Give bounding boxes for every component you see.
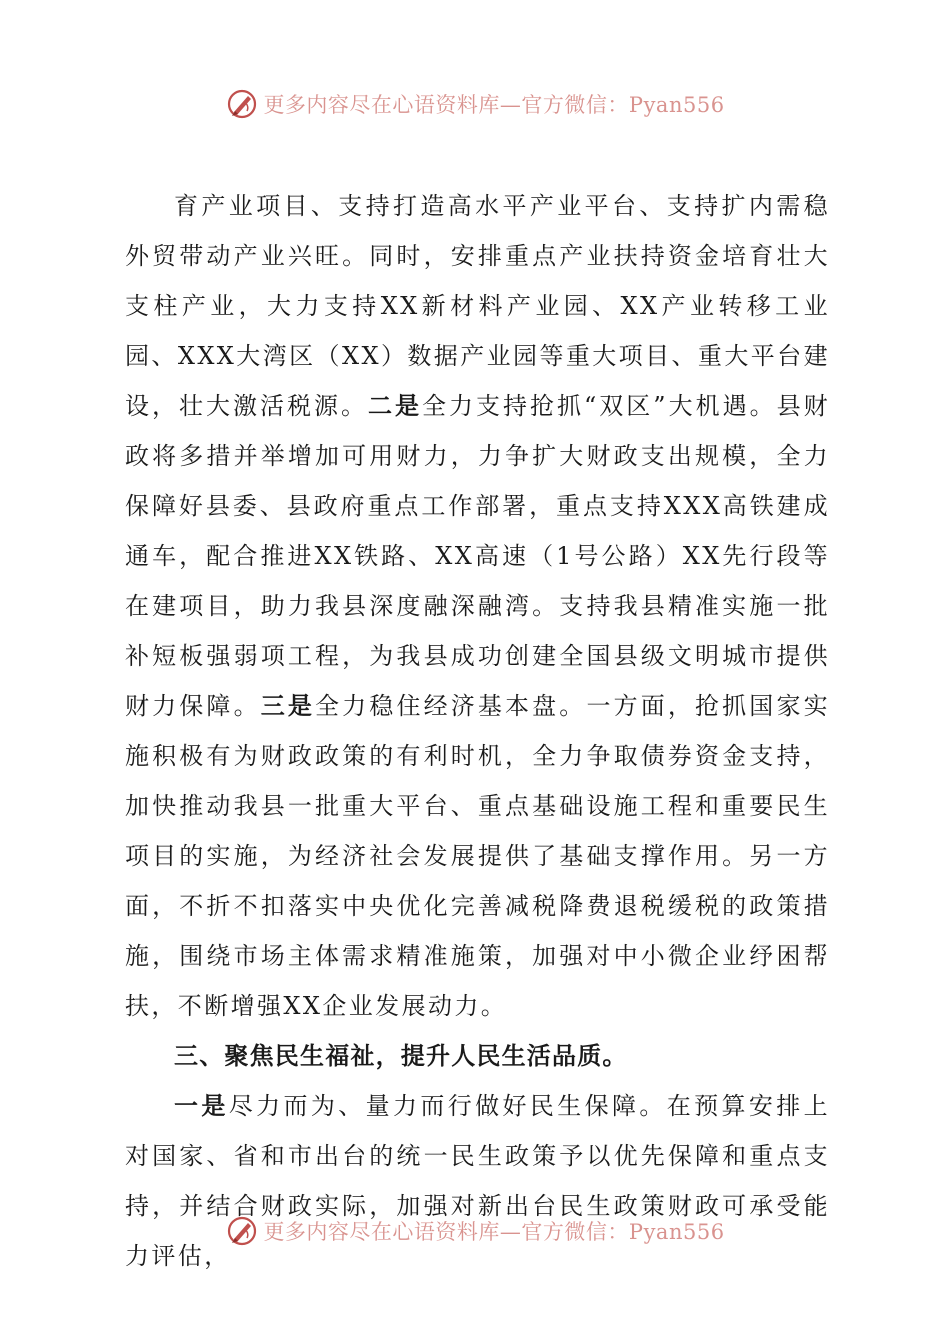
- watermark-text: 更多内容尽在心语资料库—官方微信：Pyan556: [263, 93, 725, 117]
- body-paragraph: [125, 181, 830, 1031]
- watermark-banner-top: [0, 84, 950, 124]
- bold-marker: 一是: [174, 1091, 229, 1120]
- watermark-text: 更多内容尽在心语资料库—官方微信：Pyan556: [263, 1220, 725, 1244]
- pen-circle-logo-icon: [225, 87, 259, 121]
- body-paragraph: [125, 1081, 830, 1281]
- paragraph-text: 全力稳住经济基本盘。一方面，抢抓国家实施积极有为财政政策的有利时机，全力争取债券资金支持，加快推动我县一批重大平台、重点基础设施工程和重要民生项目的实施，为经济社会发展提供了基础支撑作用。另一方面，不折不扣落实中央优化完善减税降费退税缓税的政策措施，围绕市场主体需求精准施策，加强对中小微企业纾困帮扶，不断增强XX企业发展动力。: [125, 692, 830, 1020]
- paragraph-text: 尽力而为、量力而行做好民生保障。在预算安排上对国家、省和市出台的统一民生政策予以优先保障和重点支持，并结合财政实际，加强对新出台民生政策财政可承受能力评估，: [125, 1092, 830, 1270]
- pen-circle-logo-icon: [225, 1214, 259, 1248]
- bold-marker: 二是: [368, 391, 423, 420]
- watermark-banner-bottom: [0, 1211, 950, 1251]
- bold-marker: 三是: [260, 691, 316, 720]
- document-body: [125, 181, 830, 1281]
- paragraph-text: 育产业项目、支持打造高水平产业平台、支持扩内需稳外贸带动产业兴旺。同时，安排重点产业扶持资金培育壮大支柱产业，大力支持XX新材料产业园、XX产业转移工业园、XXX大湾区（XX）数据产业园等重大项目、重大平台建设，壮大激活税源。: [125, 192, 830, 420]
- paragraph-text: 全力支持抢抓“双区”大机遇。县财政将多措并举增加可用财力，力争扩大财政支出规模，全力保障好县委、县政府重点工作部署，重点支持XXX高铁建成通车，配合推进XX铁路、XX高速（1号公路）XX先行段等在建项目，助力我县深度融深融湾。支持我县精准实施一批补短板强弱项工程，为我县成功创建全国县级文明城市提供财力保障。: [125, 392, 830, 720]
- section-heading: 三、聚焦民生福祉，提升人民生活品质。: [174, 1042, 628, 1070]
